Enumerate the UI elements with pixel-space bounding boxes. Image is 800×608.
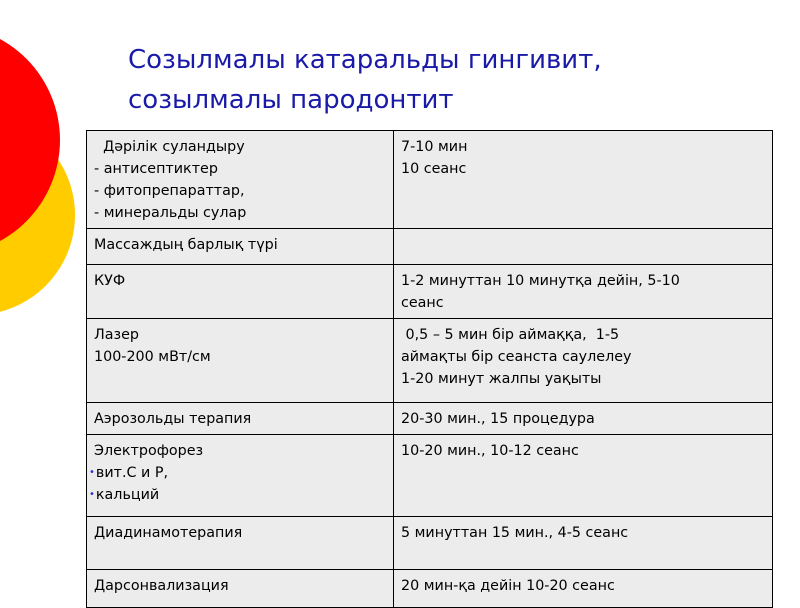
table-row [87,570,773,608]
cell-text: Массаждың барлық түрі [94,237,278,253]
table-cell-duration [394,570,773,608]
cell-text: Дарсонвализация [94,578,229,594]
table-cell-procedure [87,265,394,319]
treatment-table [86,130,773,608]
table-cell-procedure [87,435,394,517]
cell-text: Дәрілік суландыру [94,139,245,155]
cell-text: вит.С и Р, [95,465,169,481]
table-cell-procedure [87,229,394,265]
cell-text: - фитопрепараттар, [94,183,245,199]
table-row [87,435,773,517]
table-cell-duration [394,265,773,319]
title-line-2: созылмалы пародонтит [128,85,454,115]
table-cell-duration [394,517,773,570]
cell-text: 10 сеанс [401,161,467,177]
cell-text: аймақты бір сеанста саулелеу [401,349,632,365]
cell-text: 1-2 минуттан 10 минутқа дейін, 5-10 [401,273,680,289]
cell-bullet-line [89,484,387,506]
table-cell-duration [394,131,773,229]
table-row [87,131,773,229]
cell-text: 1-20 минут жалпы уақыты [401,371,602,387]
cell-bullet-line [89,462,387,484]
title-line-1: Созылмалы катаральды гингивит, [128,45,602,75]
cell-text: КУФ [94,273,126,289]
table-cell-procedure [87,403,394,435]
cell-text: 7-10 мин [401,139,468,155]
bullet-icon: • [89,467,95,478]
table-cell-procedure [87,319,394,403]
table-row [87,229,773,265]
cell-text: сеанс [401,295,444,311]
slide-title [128,40,768,120]
cell-text: 100-200 мВт/см [94,349,211,365]
table-cell-procedure [87,570,394,608]
cell-text: - минеральды сулар [94,205,247,221]
cell-text: кальций [95,487,160,503]
table-cell-duration [394,229,773,265]
cell-text: Диадинамотерапия [94,525,243,541]
table-row [87,265,773,319]
table-row [87,403,773,435]
cell-text: 20-30 мин., 15 процедура [401,411,595,427]
cell-text: Электрофорез [94,443,204,459]
table-cell-procedure [87,131,394,229]
table-cell-procedure [87,517,394,570]
cell-text: 20 мин-қа дейін 10-20 сеанс [401,578,615,594]
cell-text: 10-20 мин., 10-12 сеанс [401,443,579,459]
table-cell-duration [394,435,773,517]
cell-text: - антисептиктер [94,161,218,177]
cell-text: Аэрозольды терапия [94,411,252,427]
cell-text: Лазер [94,327,139,343]
cell-text: 5 минуттан 15 мин., 4-5 сеанс [401,525,629,541]
cell-text: 0,5 – 5 мин бір аймаққа, 1-5 [401,327,620,343]
table-cell-duration [394,403,773,435]
table-row [87,517,773,570]
table-cell-duration [394,319,773,403]
bullet-icon: • [89,489,95,500]
table-row [87,319,773,403]
